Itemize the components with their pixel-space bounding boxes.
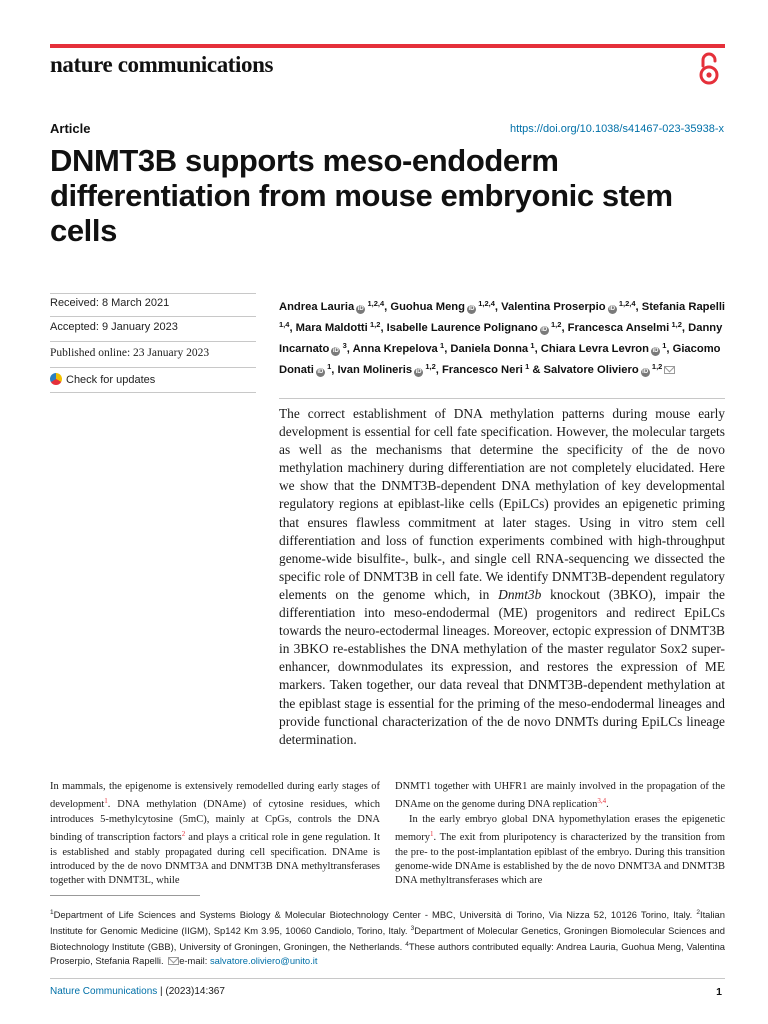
check-updates-icon [50, 373, 62, 385]
journal-name: nature communications [50, 52, 274, 77]
author-separator: , [289, 322, 296, 334]
footnote-divider [50, 895, 200, 896]
meta-divider [50, 341, 256, 342]
aff-number: 1 [50, 909, 54, 916]
body-text: In the early embryo global DNA hypomethylation erases the epigenetic memory [395, 813, 725, 844]
author-affiliation-number: 3 [342, 341, 347, 350]
body-text: . The exit from pluripotency is characterized by the transition from the pre- to the post-implantation epiblast of the embryo. During this transition genome-wide DNAme is established by the de novo DNMT3A and DNMT3B DNA methyltransferases which are [395, 832, 725, 887]
author-separator: , [494, 301, 502, 313]
orcid-icon[interactable]: iD [652, 348, 659, 354]
orcid-icon[interactable]: iD [642, 369, 649, 375]
body-text: . DNA methylation (DNAme) of cytosine residues, which introduces 5-methylcytosine (5mC), mainly at CpGs, controls the DNA binding of transcription factors [50, 799, 380, 844]
author-affiliation-number: 1 [327, 362, 332, 371]
abstract [279, 405, 725, 749]
author-separator: , [681, 322, 689, 334]
author-name[interactable]: Isabelle Laurence Polignano [386, 322, 538, 334]
author-affiliation-number: 1,2,4 [367, 299, 385, 308]
author-separator: , [331, 364, 338, 376]
author-name[interactable]: Anna Krepelova [352, 343, 438, 355]
meta-divider [50, 392, 256, 393]
affiliation: Department of Molecular Genetics, Groningen Biomolecular Sciences and Biotechnology Institute (GBB), University of Groningen, Groningen, the Netherlands. [50, 925, 725, 952]
author-affiliation-number: 1 [530, 341, 535, 350]
author-name[interactable]: Francesca Anselmi [567, 322, 670, 334]
author-separator: , [561, 322, 568, 334]
author-name[interactable]: Andrea Lauria [279, 301, 355, 313]
author-separator: , [635, 301, 642, 313]
author-separator: , [346, 343, 353, 355]
meta-divider [50, 367, 256, 368]
author-separator: , [435, 364, 442, 376]
author-affiliation-number: 1,2 [551, 320, 562, 329]
body-text: DNMT1 together with UHFR1 are mainly involved in the propagation of the DNAme on the genome during DNA replication [395, 781, 725, 811]
author-separator: , [534, 343, 541, 355]
author-name[interactable]: Stefania Rapelli [641, 301, 726, 313]
affiliation: Italian Institute for Genomic Medicine (IIGM), Sp142 Km 3.95, 10060 Candiolo, Torino, Italy. [50, 909, 725, 937]
author-name[interactable]: Danny Incarnato [279, 322, 723, 355]
author-separator: , [444, 343, 451, 355]
body-column-right [395, 780, 725, 889]
author-separator: , [380, 322, 387, 334]
citation-ref[interactable]: 3,4 [597, 797, 607, 806]
author-affiliation-number: 1,4 [279, 320, 290, 329]
author-affiliation-number: 1 [440, 341, 445, 350]
affiliation: Department of Life Sciences and Systems Biology & Molecular Biotechnology Center - MBC, Università di Torino, Via Nizza 52, 10126 Torino, Italy. [53, 909, 697, 921]
footer-divider [50, 978, 725, 979]
author-name[interactable]: Francesco Neri [441, 364, 523, 376]
author-name[interactable]: Ivan Molineris [337, 364, 413, 376]
meta-divider [50, 316, 256, 317]
orcid-icon[interactable]: iD [357, 306, 364, 312]
author-list [279, 295, 729, 379]
orcid-icon[interactable]: iD [541, 327, 548, 333]
aff-number: 4 [405, 940, 409, 948]
footer-volume: | (2023)14:367 [157, 986, 225, 997]
abstract-gene-name: Dnmt3b [498, 586, 542, 602]
body-paragraph [50, 780, 380, 889]
author-affiliation-number: 1,2,4 [618, 299, 636, 308]
orcid-icon[interactable]: iD [415, 369, 422, 375]
paper-title: DNMT3B supports meso-endoderm differentiation from mouse embryonic stem cells [50, 143, 673, 248]
author-name[interactable]: Chiara Levra Levron [540, 343, 649, 355]
check-for-updates-button[interactable] [50, 373, 256, 386]
orcid-icon[interactable]: iD [332, 348, 339, 354]
email-link[interactable]: salvatore.oliviero@unito.it [209, 954, 318, 966]
author-name[interactable]: Valentina Proserpio [501, 301, 606, 313]
top-accent-bar [50, 44, 725, 48]
citation-ref[interactable]: 1 [104, 797, 108, 806]
author-affiliation-number: 1,2 [671, 320, 682, 329]
body-text: and plays a critical role in gene regulation. It is established and stably propagated during cell specification. DNAme is introduced by the de novo DNMT3A and DNMT3B DNA methyltransferases together with DNMT3L, while [50, 832, 380, 887]
abstract-divider [279, 398, 725, 399]
citation-ref[interactable]: 2 [181, 830, 186, 839]
accepted-date: Accepted: 9 January 2023 [50, 321, 178, 333]
body-paragraph [395, 813, 725, 889]
aff-number: 2 [696, 909, 700, 916]
open-access-lock-icon[interactable] [698, 52, 720, 86]
author-name[interactable]: Giacomo Donati [279, 343, 721, 376]
author-name[interactable]: Mara Maldotti [295, 322, 368, 334]
doi-link[interactable]: https://doi.org/10.1038/s41467-023-35938-x [509, 123, 724, 135]
body-text: In mammals, the epigenome is extensively remodelled during early stages of development [50, 781, 380, 811]
body-column-left [50, 780, 380, 889]
author-name[interactable]: Salvatore Oliviero [543, 364, 639, 376]
footer-journal-link[interactable]: Nature Communications [50, 986, 158, 997]
article-type-label: Article [50, 121, 91, 136]
author-name[interactable]: Guohua Meng [390, 301, 465, 313]
mail-icon [168, 957, 179, 965]
email-label: e-mail: [179, 954, 210, 966]
footer-citation [50, 986, 225, 997]
abstract-text-a: The correct establishment of DNA methylation patterns during mouse early development is essential for cell fate specification. However, the molecular targets as well as the mechanisms that determine the specificity of the de novo methylation machinery during differentiation are not completely elucidated. Here we show that the DNMT3B-dependent DNA methylation of key developmental regulatory regions at epiblast-like cells (EpiLCs) provides an epigenetic priming that ensures flawless commitment at later stages. Using in vitro stem cell differentiation and loss of function experiments combined with high-throughput genome-wide bisulfite-, bulk-, and single cell RNA-sequencing we dissected the specific role of DNMT3B in cell fate. We identify DNMT3B-dependent regulatory elements on the genome which, in [279, 406, 725, 602]
author-affiliation-number: 1 [662, 341, 667, 350]
author-affiliation-number: 1 [525, 362, 530, 371]
author-name[interactable]: Daniela Donna [450, 343, 529, 355]
affiliations-footnote [50, 906, 725, 968]
body-text: . [606, 799, 609, 811]
author-affiliation-number: 1,2 [425, 362, 436, 371]
author-separator: , [666, 343, 673, 355]
author-separator: & [529, 364, 544, 376]
author-separator: , [384, 301, 391, 313]
abstract-text-b: knockout (3BKO), impair the differentiation into meso-endodermal (ME) progenitors and redirect EpiLCs towards the neuro-ectodermal lineages. Moreover, ectopic expression of DNMT3B in 3BKO re-establishes the DNA methylation of the master regulator Sox2 super-enhancer, downmodulates its expression, and restores the expression of ME markers. Taken together, our data reveal that DNMT3B-dependent methylation at the epiblast stage is essential for the priming of the meso-endodermal lineages and provide functional characterization of the de novo DNMTs during EpiLCs lineage determination. [279, 586, 725, 747]
body-paragraph [395, 780, 725, 813]
equal-contribution-note: These authors contributed equally: Andrea Lauria, Guohua Meng, Valentina Proserpio, Stefania Rapelli. [50, 940, 726, 966]
orcid-icon[interactable]: iD [609, 306, 616, 312]
corresponding-author-mail-icon[interactable] [664, 366, 675, 374]
author-affiliation-number: 1,2 [651, 362, 663, 371]
author-affiliation-number: 1,2 [370, 320, 381, 329]
check-updates-label: Check for updates [66, 374, 156, 386]
orcid-icon[interactable]: iD [468, 306, 475, 312]
aff-number: 3 [410, 924, 415, 932]
published-date: Published online: 23 January 2023 [50, 347, 210, 359]
page-number: 1 [716, 986, 722, 998]
meta-divider [50, 293, 256, 294]
author-affiliation-number: 1,2,4 [478, 299, 495, 308]
received-date: Received: 8 March 2021 [50, 297, 170, 309]
orcid-icon[interactable]: iD [317, 369, 324, 375]
citation-ref[interactable]: 1 [430, 830, 434, 839]
